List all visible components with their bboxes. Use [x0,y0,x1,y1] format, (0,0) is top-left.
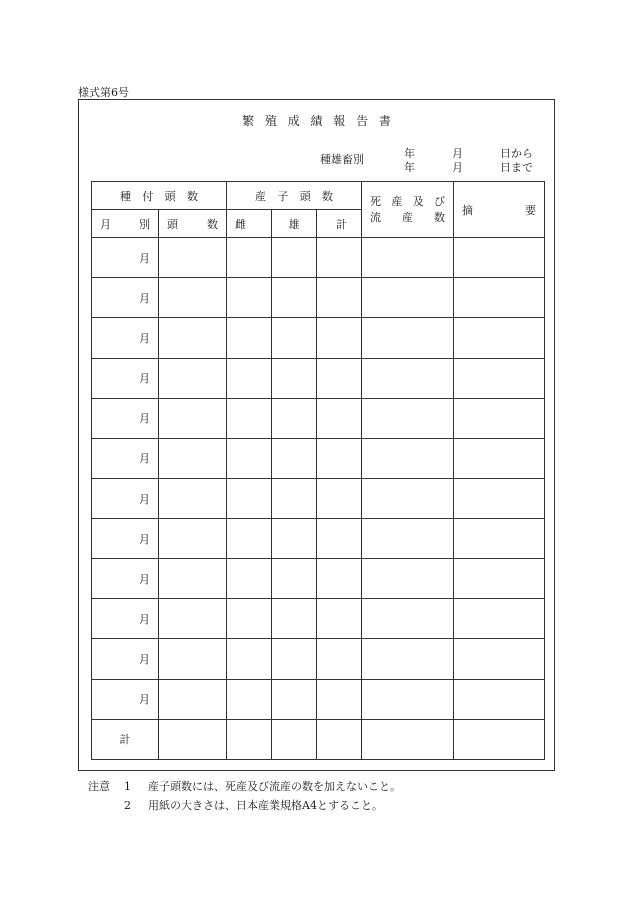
sum-cell [317,438,362,478]
note-text: 用紙の大きさは、日本産業規格A4とすること。 [148,799,383,812]
male-cell [272,599,317,639]
sum-cell [317,639,362,679]
period-to-month: 月 [452,161,463,174]
head-count-cell [159,238,227,278]
note-number: 1 [124,780,131,793]
note-number: 2 [124,799,131,812]
remarks-cell [454,719,545,759]
sum-cell [317,559,362,599]
note-text: 産子頭数には、死産及び流産の数を加えないこと。 [148,780,401,793]
report-frame [78,99,555,771]
remarks-cell [454,238,545,278]
stillbirth-cell [362,519,454,559]
stillbirth-cell [362,679,454,719]
header-breeding-count: 種 付 頭 数 [92,182,227,210]
notes-heading: 注意 [88,780,110,793]
header-head-count: 頭 数 [159,210,227,238]
stillbirth-cell [362,438,454,478]
remarks-cell [454,358,545,398]
period-from-day: 日から [500,147,533,160]
female-cell [227,599,272,639]
head-count-cell [159,318,227,358]
species-label: 種雄畜別 [320,153,364,166]
period-from-month: 月 [452,147,463,160]
remarks-cell [454,559,545,599]
note-item [88,796,401,815]
remarks-cell [454,438,545,478]
month-label: 月 [92,559,159,599]
remarks-cell [454,398,545,438]
month-row [92,358,545,398]
head-count-cell [159,519,227,559]
month-row [92,639,545,679]
head-count-cell [159,559,227,599]
male-cell [272,679,317,719]
male-cell [272,639,317,679]
stillbirth-cell [362,238,454,278]
stillbirth-cell [362,358,454,398]
female-cell [227,478,272,518]
month-label: 月 [92,398,159,438]
sum-cell [317,398,362,438]
note-item [88,777,401,796]
female-cell [227,238,272,278]
sum-cell [317,599,362,639]
month-row [92,318,545,358]
month-label: 月 [92,519,159,559]
month-row [92,398,545,438]
sum-cell [317,519,362,559]
month-label: 月 [92,358,159,398]
male-cell [272,278,317,318]
sum-cell [317,238,362,278]
month-row [92,438,545,478]
remarks-cell [454,318,545,358]
head-count-cell [159,599,227,639]
female-cell [227,719,272,759]
female-cell [227,398,272,438]
header-male: 雄 [272,210,317,238]
total-row [92,719,545,759]
sum-cell [317,358,362,398]
month-row [92,559,545,599]
period-to-day: 日まで [500,161,533,174]
male-cell [272,438,317,478]
female-cell [227,559,272,599]
remarks-cell [454,478,545,518]
head-count-cell [159,438,227,478]
stillbirth-cell [362,478,454,518]
header-sum: 計 [317,210,362,238]
stillbirth-cell [362,318,454,358]
stillbirth-cell [362,719,454,759]
head-count-cell [159,719,227,759]
month-row [92,599,545,639]
breeding-table [91,181,545,760]
head-count-cell [159,358,227,398]
male-cell [272,238,317,278]
female-cell [227,438,272,478]
head-count-cell [159,398,227,438]
header-female: 雌 [227,210,272,238]
month-row [92,278,545,318]
female-cell [227,358,272,398]
male-cell [272,398,317,438]
remarks-cell [454,679,545,719]
female-cell [227,519,272,559]
male-cell [272,318,317,358]
month-label: 月 [92,278,159,318]
head-count-cell [159,639,227,679]
head-count-cell [159,278,227,318]
stillbirth-cell [362,559,454,599]
sum-cell [317,478,362,518]
remarks-cell [454,278,545,318]
month-label: 月 [92,599,159,639]
sum-cell [317,318,362,358]
month-label: 月 [92,478,159,518]
stillbirth-cell [362,599,454,639]
remarks-cell [454,519,545,559]
month-label: 月 [92,438,159,478]
male-cell [272,478,317,518]
month-row [92,679,545,719]
header-month: 月 別 [92,210,159,238]
female-cell [227,639,272,679]
month-label: 月 [92,238,159,278]
month-label: 月 [92,639,159,679]
male-cell [272,358,317,398]
male-cell [272,519,317,559]
month-label: 月 [92,679,159,719]
period-to-year: 年 [404,161,415,174]
month-row [92,519,545,559]
header-stillbirth-abortion: 死 産 及 び 流 産 数 [362,182,454,238]
head-count-cell [159,478,227,518]
male-cell [272,719,317,759]
male-cell [272,559,317,599]
period-from-year: 年 [404,147,415,160]
month-label: 月 [92,318,159,358]
month-row [92,238,545,278]
female-cell [227,318,272,358]
form-title: 繁殖成績報告書 [242,114,402,128]
stillbirth-cell [362,278,454,318]
form-number: 様式第6号 [78,86,129,99]
sum-cell [317,679,362,719]
month-row [92,478,545,518]
stillbirth-cell [362,639,454,679]
total-label: 計 [92,719,159,759]
sum-cell [317,719,362,759]
stillbirth-cell [362,398,454,438]
head-count-cell [159,679,227,719]
header-offspring-count: 産 子 頭 数 [227,182,362,210]
female-cell [227,278,272,318]
female-cell [227,679,272,719]
notes [88,777,401,815]
remarks-cell [454,599,545,639]
sum-cell [317,278,362,318]
header-remarks: 摘 要 [454,182,545,238]
remarks-cell [454,639,545,679]
